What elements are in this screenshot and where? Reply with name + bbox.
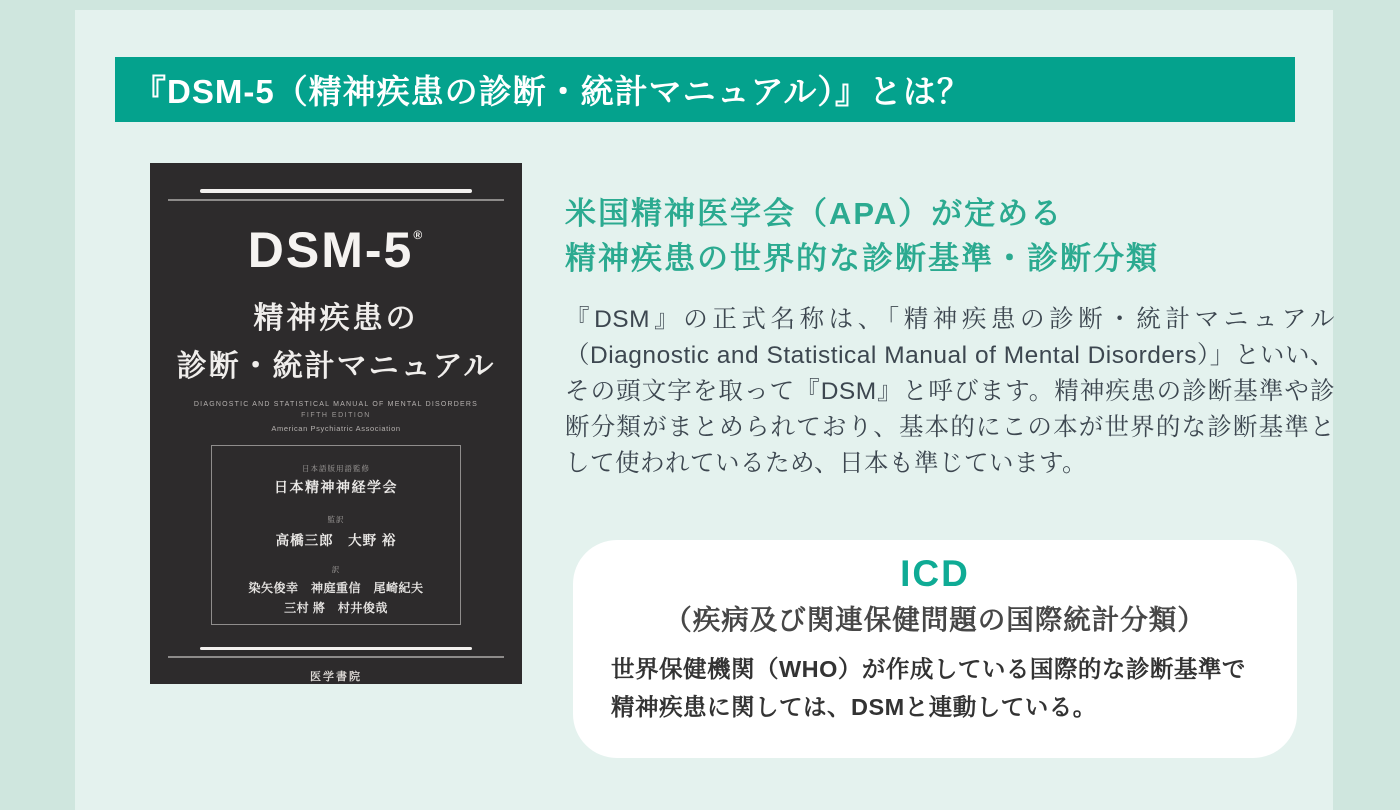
credits-translation-supervisors: 高橋三郎 大野 裕	[275, 532, 397, 548]
dsm5-book-cover	[150, 163, 522, 684]
book-title-text: DSM-5	[247, 221, 414, 278]
book-publisher: 医学書院	[310, 671, 362, 683]
registered-mark: ®	[413, 227, 425, 242]
book-bottom-rule-thick	[200, 647, 472, 651]
description-paragraph: 『DSM』の正式名称は、「精神疾患の診断・統計マニュアル（Diagnostic and Statistical Manual of Mental Disorders）」といい、その頭文字を取って『DSM』と呼びます。精神疾患の診断基準や診断分類がまとめられており、基本的にこの本が世界的な診断基準として使われているため、日本も準じています。	[565, 305, 1335, 477]
book-association: American Psychiatric Association	[271, 423, 401, 433]
book-subtitle-line2: 診断・統計マニュアル	[176, 349, 496, 383]
book-subtitle-line1: 精神疾患の	[253, 301, 419, 335]
book-edition: FIFTH EDITION	[301, 411, 371, 419]
book-credits-box	[211, 445, 461, 625]
page-title: 『DSM-5（精神疾患の診断・統計マニュアル）』とは？	[133, 73, 971, 110]
icd-subtitle: （疾病及び関連保健問題の国際統計分類）	[664, 603, 1206, 635]
header-bar	[115, 57, 1295, 122]
credits-translators-label: 訳	[331, 564, 341, 574]
credits-supervision-label: 日本語版用語監修	[302, 463, 370, 473]
description-section	[565, 192, 1337, 482]
credits-translators-line1: 染矢俊幸 神庭重信 尾崎紀夫	[248, 580, 424, 595]
book-title	[247, 221, 425, 278]
section-heading	[565, 192, 1337, 282]
book-top-rule-thick	[200, 189, 472, 193]
book-top-rule-thin	[168, 199, 504, 201]
credits-society: 日本精神神経学会	[274, 478, 398, 495]
book-bottom-rule-thin	[168, 656, 504, 658]
credits-translators-line2: 三村 將 村井俊哉	[284, 600, 388, 615]
book-english-title: DIAGNOSTIC AND STATISTICAL MANUAL OF MENTAL DISORDERS	[193, 400, 479, 408]
credits-translation-supervision-label: 監訳	[327, 514, 345, 524]
section-heading-line1: 米国精神医学会（APA）が定める	[565, 196, 1064, 231]
icd-description: 世界保健機関（WHO）が作成している国際的な診断基準で精神疾患に関しては、DSMと連動している。	[611, 655, 1246, 720]
icd-title: ICD	[900, 553, 970, 594]
section-heading-line2: 精神疾患の世界的な診断基準・診断分類	[565, 240, 1159, 276]
icd-card	[573, 540, 1297, 758]
